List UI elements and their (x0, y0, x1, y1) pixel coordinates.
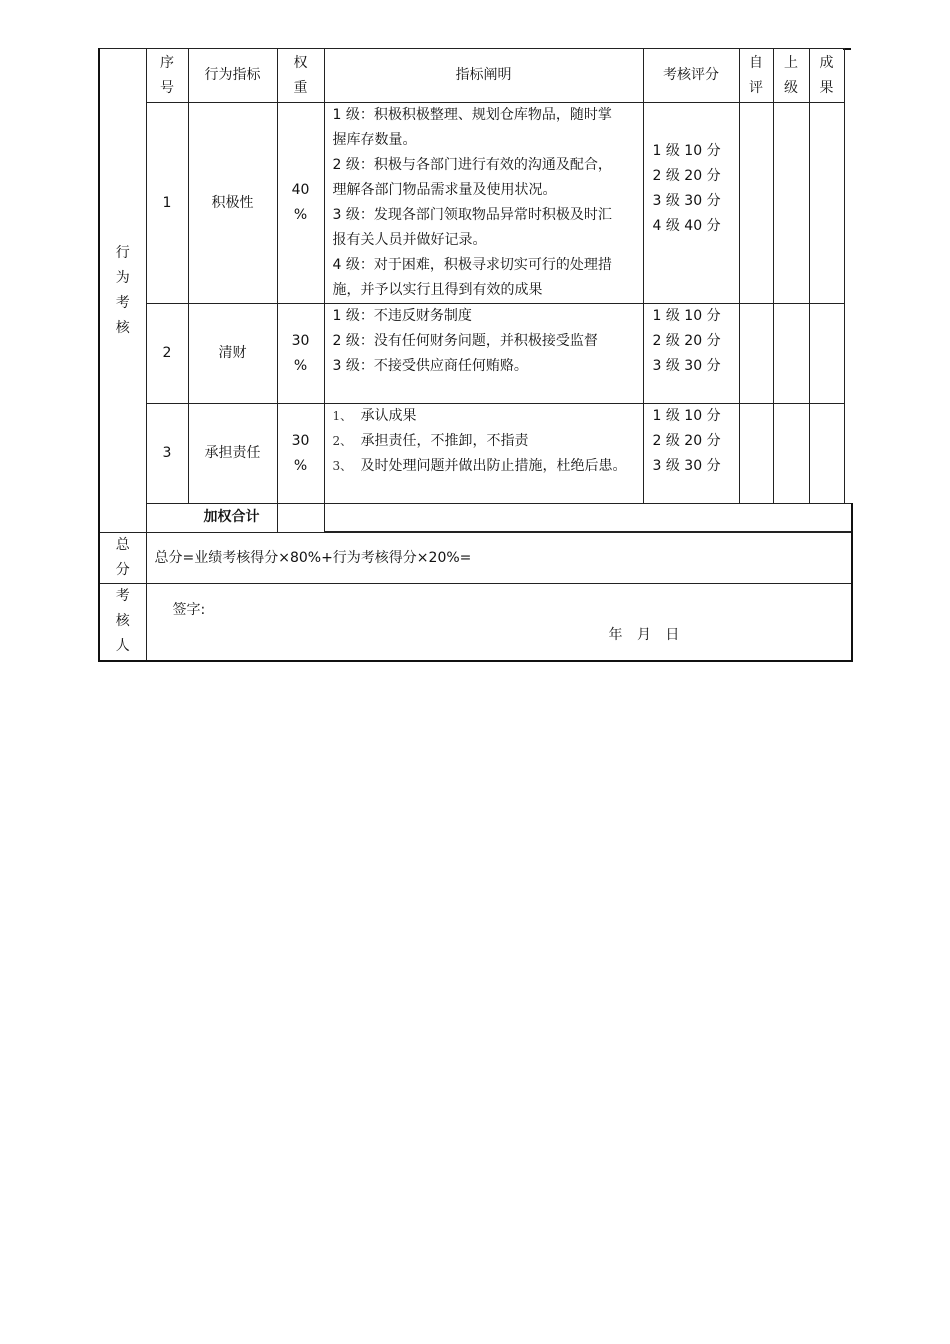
header-self-score: 自 评 (739, 49, 773, 103)
self-score-cell[interactable] (739, 103, 773, 304)
spacer (277, 504, 324, 532)
table-row (99, 404, 852, 504)
behavior-assessment-table (98, 48, 851, 662)
row-indicator: 承担责任 (188, 404, 277, 504)
row-description: 1 级：不违反财务制度 2 级：没有任何财务问题，并积极接受监督 3 级：不接受供应商任何贿赂。 (324, 304, 643, 404)
result-cell[interactable] (809, 404, 844, 504)
right-gap (844, 49, 852, 504)
header-indicator: 行为指标 (188, 49, 277, 103)
row-index: 1 (146, 103, 188, 304)
row-weight: 30 % (277, 304, 324, 404)
assessor-row (99, 584, 852, 661)
date-label: 年 月 日 (608, 627, 680, 643)
section-label-behavior: 行 为 考 核 (99, 49, 146, 533)
list-item: 3、 及时处理问题并做出防止措施，杜绝后患。 (332, 458, 627, 474)
superior-score-cell[interactable] (773, 404, 809, 504)
row-indicator: 积极性 (188, 103, 277, 304)
header-superior-score: 上 级 (773, 49, 809, 103)
row-weight: 30 % (277, 404, 324, 504)
header-scoring: 考核评分 (643, 49, 739, 103)
total-score-row (99, 533, 852, 584)
weighted-total-label: 加权合计 (146, 504, 277, 532)
row-description-list (324, 404, 643, 504)
header-result: 成 果 (809, 49, 844, 103)
self-score-cell[interactable] (739, 304, 773, 404)
header-weight: 权 重 (277, 49, 324, 103)
list-item: 1、 承认成果 (332, 408, 417, 424)
weighted-total-value[interactable] (324, 504, 852, 532)
superior-score-cell[interactable] (773, 103, 809, 304)
row-scoring: 1 级 10 分 2 级 20 分 3 级 30 分 4 级 40 分 (643, 103, 739, 304)
signature-label: 签字: (172, 602, 206, 618)
result-cell[interactable] (809, 304, 844, 404)
row-scoring: 1 级 10 分 2 级 20 分 3 级 30 分 (643, 304, 739, 404)
assessor-label: 考 核 人 (99, 584, 146, 661)
row-scoring: 1 级 10 分 2 级 20 分 3 级 30 分 (643, 404, 739, 504)
header-description: 指标阐明 (324, 49, 643, 103)
row-index: 2 (146, 304, 188, 404)
superior-score-cell[interactable] (773, 304, 809, 404)
row-description: 1 级：积极积极整理、规划仓库物品，随时掌 握库存数量。 2 级：积极与各部门进行有效的沟通及配合， 理解各部门物品需求量及使用状况。 3 级：发现各部门领取物品异常时积极及时汇 报有关人员并做好记录。 4 级：对于困难，积极寻求切实可行的处理措 施，并予以实行且得到有效的成果 (324, 103, 643, 304)
row-index: 3 (146, 404, 188, 504)
total-score-label: 总 分 (99, 533, 146, 584)
result-cell[interactable] (809, 103, 844, 304)
row-weight: 40 % (277, 103, 324, 304)
header-row (99, 49, 852, 103)
header-index: 序 号 (146, 49, 188, 103)
table-row (99, 304, 852, 404)
table-row (99, 103, 852, 304)
assessor-signature-area[interactable] (146, 584, 852, 661)
weighted-total-row (99, 504, 852, 532)
total-score-formula: 总分=业绩考核得分×80%+行为考核得分×20%= (146, 533, 852, 584)
list-item: 2、 承担责任，不推卸，不指责 (332, 433, 529, 449)
row-indicator: 清财 (188, 304, 277, 404)
self-score-cell[interactable] (739, 404, 773, 504)
